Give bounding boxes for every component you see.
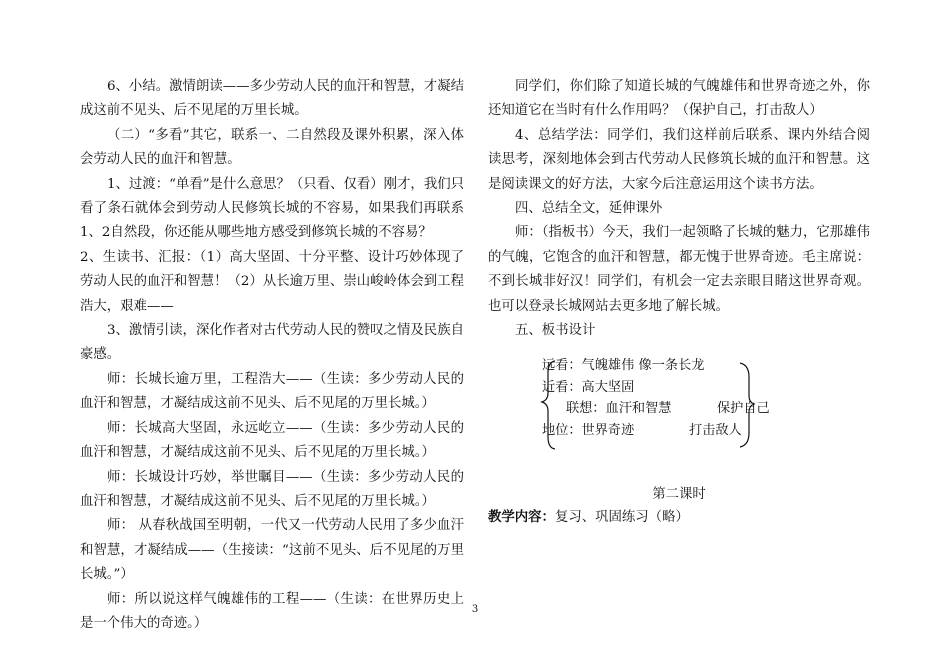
paragraph-guided-reading: 3、激情引读，深化作者对古代劳动人民的赞叹之情及民族自豪感。	[80, 323, 464, 363]
blackboard-design	[488, 351, 870, 456]
paragraph-teacher-1: 师：长城长逾万里，工程浩大——（生读：多少劳动人民的血汗和智慧，才凝结成这前不见头、后不见尾的万里长城。）	[80, 371, 464, 412]
paragraph-transition: 1、过渡：“单看”是什么意思？（只看、仅看）刚才，我们只看了条石就体会到劳动人民修筑长城的不容易，如果我们再联系1、2自然段，你还能从哪些地方感受到修筑长城的不容易？	[80, 176, 464, 241]
page-number: 3	[471, 604, 479, 615]
paragraph-function-question: 同学们，你们除了知道长城的气魄雄伟和世界奇迹之外，你还知道它在当时有什么作用吗？（保护自己，打击敌人）	[488, 79, 870, 119]
second-lesson-title: 第二课时	[652, 487, 706, 503]
section-heading-board: 五、板书设计	[515, 323, 596, 339]
teaching-content-text: 复习、巩固练习（略）	[554, 510, 689, 526]
board-line-near-view: 近看：高大坚固	[542, 380, 635, 396]
paragraph-teacher-4: 师： 从春秋战国至明朝，一代又一代劳动人民用了多少血汗和智慧，才凝结成——（生接读：“这前不见头、后不见尾的万里长城。”）	[80, 518, 464, 583]
right-column	[488, 75, 870, 529]
paragraph-teacher-2: 师：长城高大坚固，永远屹立——（生读：多少劳动人民的血汗和智慧，才凝结成这前不见头、后不见尾的万里长城。）	[80, 420, 464, 461]
paragraph-report: 2、生读书、汇报：（1）高大坚固、十分平整、设计巧妙体现了劳动人民的血汗和智慧！（2）从长逾万里、崇山峻岭体会到工程浩大，艰难——	[80, 249, 464, 314]
board-protect-self: 保护自己	[717, 401, 770, 417]
paragraph-look-more: （二）“多看”其它，联系一、二自然段及课外积累，深入体会劳动人民的血汗和智慧。	[80, 127, 464, 168]
board-line-status: 地位：世界奇迹	[542, 423, 635, 439]
teaching-content-line	[488, 506, 870, 529]
board-line-association: 联想：血汗和智慧	[566, 401, 672, 417]
board-attack-enemy: 打击敌人	[689, 423, 742, 439]
paragraph-method-summary: 4、总结学法：同学们，我们这样前后联系、课内外结合阅读思考，深刻地体会到古代劳动人民修筑长城的血汗和智慧。这是阅读课文的好方法，大家今后注意运用这个读书方法。	[488, 127, 870, 192]
paragraph-closing: 师：（指板书）今天，我们一起领略了长城的魅力，它那雄伟的气魄，它饱含的血汗和智慧，都无愧于世界奇迹。毛主席说：不到长城非好汉！同学们，有机会一定去亲眼目睹这世界奇观。也可以登录长城网站去更多地了解长城。	[488, 225, 870, 314]
board-line-far-view: 远看：气魄雄伟 像一条长龙	[542, 358, 705, 374]
paragraph-teacher-5: 师：所以说这样气魄雄伟的工程——（生读：在世界历史上是一个伟大的奇迹。）	[80, 591, 464, 631]
paragraph-summary: 6、小结。激情朗读——多少劳动人民的血汗和智慧，才凝结成这前不见头、后不见尾的万里长城。	[80, 79, 464, 119]
teaching-content-label: 教学内容：	[488, 509, 555, 526]
left-column	[80, 75, 464, 636]
paragraph-teacher-3: 师：长城设计巧妙，举世瞩目——（生读：多少劳动人民的血汗和智慧，才凝结成这前不见头、后不见尾的万里长城。）	[80, 469, 464, 509]
section-heading-summary: 四、总结全文，延伸课外	[515, 201, 663, 217]
